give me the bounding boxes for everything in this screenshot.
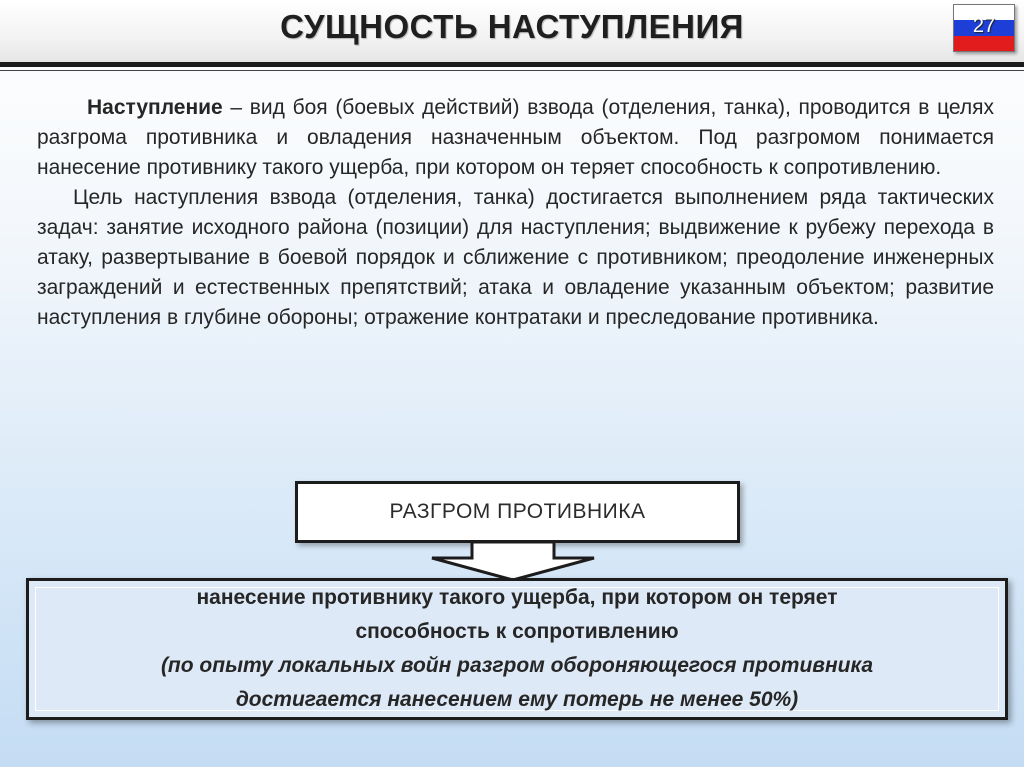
main-text [37, 93, 994, 333]
definition-line-1: нанесение противнику такого ущерба, при котором он теряет [196, 586, 838, 609]
slide-header [0, 0, 1024, 62]
slide-title: СУЩНОСТЬ НАСТУПЛЕНИЯ [280, 8, 744, 45]
header-divider-thin [0, 70, 1024, 71]
defeat-definition-box [26, 578, 1008, 720]
slide-number: 27 [972, 15, 996, 37]
experience-note-line-2: достигается нанесением ему потерь не менее 50%) [235, 688, 799, 711]
term-offensive: Наступление [87, 96, 223, 119]
enemy-defeat-label: РАЗГРОМ ПРОТИВНИКА [389, 500, 646, 523]
header-divider-thick [0, 62, 1024, 67]
paragraph-definition [37, 93, 994, 183]
russian-flag-icon [953, 4, 1015, 52]
down-arrow-icon [428, 542, 598, 582]
defeat-definition-inner [35, 587, 999, 711]
paragraph-goal: Цель наступления взвода (отделения, танка) достигается выполнением ряда тактических задач: занятие исходного района (позиции) для наступления; выдвижение к рубежу перехода в атаку, развертывание в боевой порядок и сближение с противником; преодоление инженерных заграждений и естественных препятствий; атака и овладение указанным объектом; развитие наступления в глубине обороны; отражение контратаки и преследование противника. [37, 186, 994, 329]
definition-line-2: способность к сопротивлению [355, 620, 679, 643]
experience-note-line-1: (по опыту локальных войн разгром обороняющегося противника [160, 654, 874, 677]
definition-text: – вид боя (боевых действий) взвода (отделения, танка), проводится в целях разгрома противника и овладения назначенным объектом. Под разгромом понимается нанесение противнику такого ущерба, при котором он теряет способность к сопротивлению. [37, 96, 994, 179]
enemy-defeat-box [295, 481, 740, 543]
